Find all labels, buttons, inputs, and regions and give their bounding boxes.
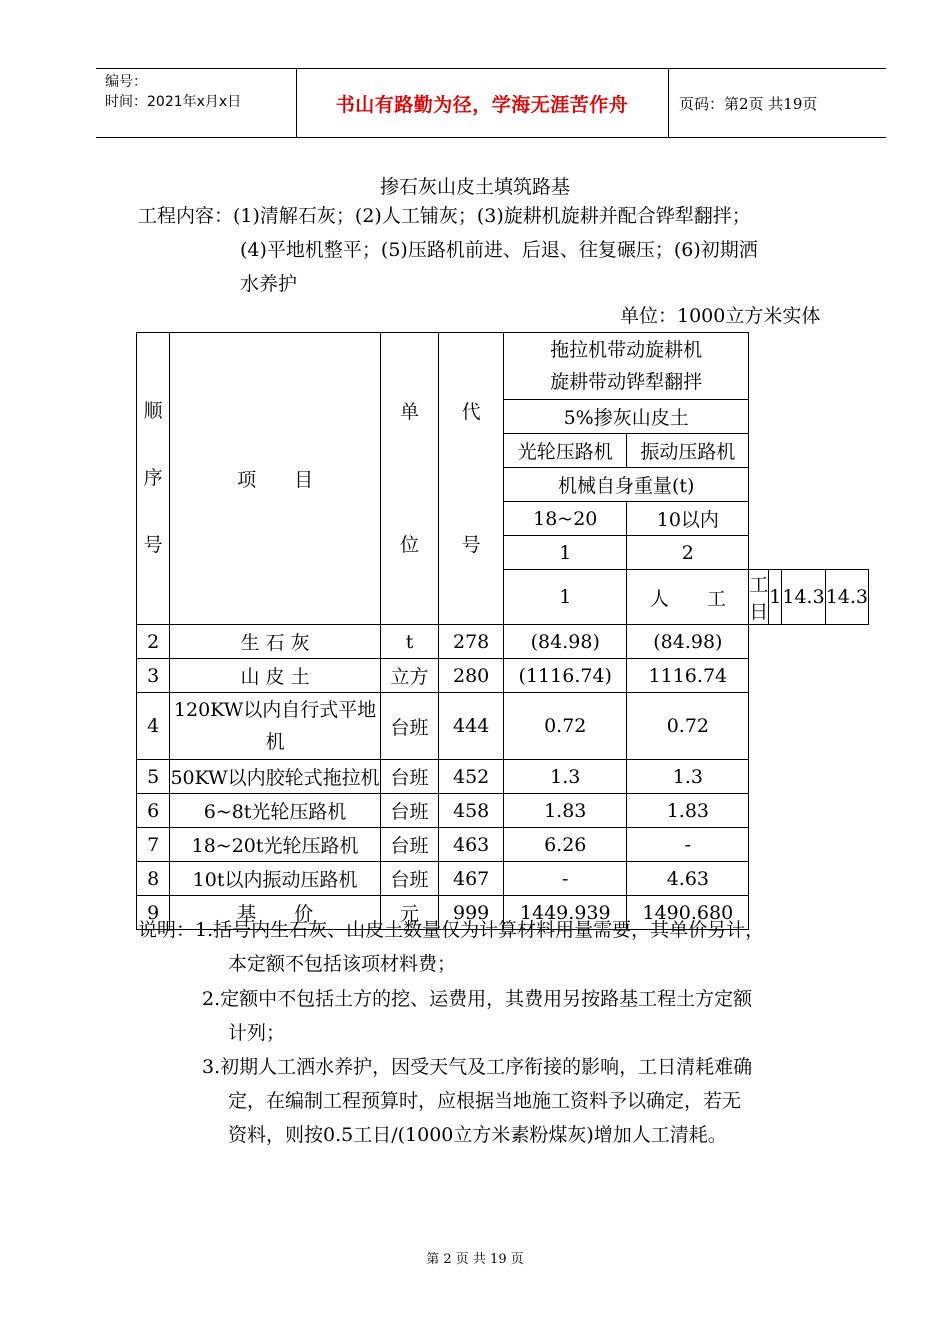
document-title: 掺石灰山皮土填筑路基 (379, 176, 570, 198)
header-meta (96, 69, 297, 137)
header-motto-cell (296, 69, 669, 137)
code-header: 代 号 (439, 333, 504, 625)
content-line-2: (4)平地机整平；(5)压路机前进、后退、往复碾压；(6)初期洒 (240, 239, 758, 261)
note-2-line-1: 2.定额中不包括土方的挖、运费用，其费用另按路基工程土方定额 (202, 988, 753, 1010)
content-line-1: 工程内容：(1)清解石灰；(2)人工铺灰；(3)旋耕机旋耕并配合铧犁翻拌； (138, 205, 751, 227)
table-row: 5 50KW以内胶轮式拖拉机 台班 452 1.3 1.3 (137, 760, 869, 794)
note-2-line-2: 计列； (228, 1022, 286, 1044)
weight-header: 机械自身重量(t) (504, 468, 749, 502)
method-header: 拖拉机带动旋耕机 旋耕带动铧犁翻拌 (504, 333, 749, 400)
seq-header: 顺 序 号 (137, 333, 170, 625)
col1-roller: 光轮压路机 (504, 434, 627, 468)
quota-table (136, 332, 869, 930)
item-header: 项 目 (170, 333, 381, 625)
material-header: 5%掺灰山皮土 (504, 400, 749, 434)
col1-num: 1 (504, 536, 627, 570)
content-line-3: 水养护 (240, 273, 298, 295)
note-3-line-2: 定，在编制工程预算时，应根据当地施工资料予以确定，若无 (228, 1090, 742, 1112)
page-footer: 第 2 页 共 19 页 (426, 1252, 524, 1267)
note-3-line-1: 3.初期人工洒水养护，因受天气及工序衔接的影响，工日清耗难确 (202, 1056, 753, 1078)
col1-weight: 18~20 (504, 502, 627, 536)
note-1-line-1: 说明：1.括号内生石灰、山皮土数量仅为计算材料用量需要，其单价另计， (138, 919, 765, 941)
unit-header: 单 位 (380, 333, 438, 625)
table-row: 8 10t以内振动压路机 台班 467 - 4.63 (137, 862, 869, 896)
table-row: 9 基 价 元 999 1449.939 1490.680 (137, 896, 869, 930)
note-3-line-3: 资料，则按0.5工日/(1000立方米素粉煤灰)增加人工清耗。 (228, 1124, 727, 1146)
page-header (96, 68, 886, 138)
note-1-line-2: 本定额不包括该项材料费； (228, 953, 457, 975)
unit-line: 单位：1000立方米实体 (620, 305, 821, 327)
table-row: 2 生 石 灰 t 278 (84.98) (84.98) (137, 625, 869, 659)
table-row: 1 人 工 工日 1 14.3 14.3 (137, 570, 869, 625)
table-row: 7 18~20t光轮压路机 台班 463 6.26 - (137, 828, 869, 862)
number-label: 编号： (105, 74, 147, 90)
col2-weight: 10以内 (627, 502, 749, 536)
motto: 书山有路勤为径，学海无涯苦作舟 (335, 93, 629, 116)
time-label: 时间：2021年x月x日 (105, 94, 242, 110)
table-row: 4 120KW以内自行式平地 机 台班 444 0.72 0.72 (137, 693, 869, 760)
col2-roller: 振动压路机 (627, 434, 749, 468)
page-info: 页码：第2页 共19页 (679, 94, 818, 113)
table-row: 6 6~8t光轮压路机 台班 458 1.83 1.83 (137, 794, 869, 828)
table-row: 3 山 皮 土 立方 280 (1116.74) 1116.74 (137, 659, 869, 693)
col2-num: 2 (627, 536, 749, 570)
